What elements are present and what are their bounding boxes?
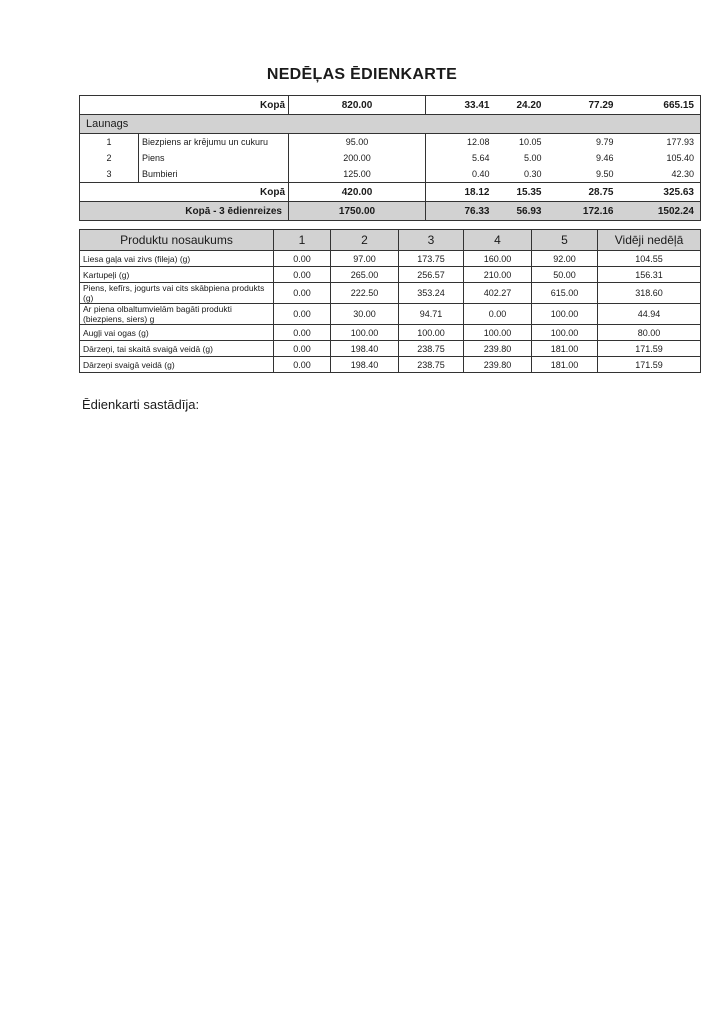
product-day-2: 265.00 <box>331 267 399 283</box>
grand-total-v1: 76.33 <box>426 202 496 221</box>
section-total-v4: 325.63 <box>620 183 701 202</box>
product-day-1: 0.00 <box>274 357 331 373</box>
menu-table <box>79 95 701 221</box>
item-v3: 9.46 <box>595 153 614 163</box>
section-total-row <box>80 183 701 202</box>
section-total-v3: 28.75 <box>548 183 620 202</box>
product-day-2: 222.50 <box>331 283 399 304</box>
item-v3: 9.79 <box>595 137 614 147</box>
section-total-v1: 18.12 <box>426 183 496 202</box>
product-name: Ar piena olbaltumvielām bagāti produkti (biezpiens, siers) g <box>80 304 274 325</box>
item-name: Biezpiens ar krējumu un cukuru <box>139 134 289 151</box>
product-name: Piens, kefīrs, jogurts vai cits skābpiena produkts (g) <box>80 283 274 304</box>
product-average: 156.31 <box>598 267 701 283</box>
product-day-2: 97.00 <box>331 251 399 267</box>
header-product-name: Produktu nosaukums <box>80 230 274 251</box>
product-average: 171.59 <box>598 341 701 357</box>
summary-top-label: Kopā <box>80 96 289 115</box>
product-day-4: 0.00 <box>464 304 532 325</box>
product-name: Kartupeļi (g) <box>80 267 274 283</box>
header-day-5: 5 <box>532 230 598 251</box>
item-v2: 0.30 <box>523 169 542 179</box>
summary-top-v3: 77.29 <box>548 96 620 115</box>
product-average: 104.55 <box>598 251 701 267</box>
signature-label: Ēdienkarti sastādīja: <box>82 397 200 412</box>
product-row <box>80 251 701 267</box>
item-v1: 12.08 <box>426 134 496 151</box>
item-v3: 9.50 <box>595 169 614 179</box>
product-day-1: 0.00 <box>274 325 331 341</box>
product-average: 318.60 <box>598 283 701 304</box>
item-v4: 177.93 <box>620 134 701 151</box>
product-day-4: 402.27 <box>464 283 532 304</box>
section-name: Launags <box>80 115 701 134</box>
product-day-5: 92.00 <box>532 251 598 267</box>
item-row <box>80 134 701 151</box>
product-row <box>80 325 701 341</box>
item-row <box>80 150 701 166</box>
header-day-1: 1 <box>274 230 331 251</box>
item-v4: 42.30 <box>620 166 701 183</box>
header-day-2: 2 <box>331 230 399 251</box>
product-day-2: 100.00 <box>331 325 399 341</box>
product-day-5: 181.00 <box>532 357 598 373</box>
summary-top-v4: 665.15 <box>620 96 701 115</box>
item-no: 3 <box>80 166 139 183</box>
page-title: NEDĒĻAS ĒDIENKARTE <box>266 66 458 83</box>
summary-top-v1: 33.41 <box>426 96 496 115</box>
item-name: Piens <box>139 150 289 166</box>
grand-total-v4: 1502.24 <box>620 202 701 221</box>
grand-total-v2: 56.93 <box>496 202 548 221</box>
product-day-2: 198.40 <box>331 341 399 357</box>
product-name: Augļi vai ogas (g) <box>80 325 274 341</box>
summary-top-amount: 820.00 <box>289 96 426 115</box>
product-day-4: 239.80 <box>464 341 532 357</box>
product-row <box>80 341 701 357</box>
grand-total-row <box>80 202 701 221</box>
item-no: 2 <box>80 150 139 166</box>
products-table <box>79 229 701 373</box>
item-qty: 200.00 <box>289 150 426 166</box>
product-row <box>80 283 701 304</box>
item-v2: 5.00 <box>523 153 542 163</box>
header-weekly-average: Vidēji nedēļā <box>598 230 701 251</box>
item-qty: 125.00 <box>289 166 426 183</box>
product-day-5: 181.00 <box>532 341 598 357</box>
product-day-3: 100.00 <box>399 325 464 341</box>
product-day-3: 173.75 <box>399 251 464 267</box>
product-name: Dārzeņi svaigā veidā (g) <box>80 357 274 373</box>
grand-total-v3: 172.16 <box>548 202 620 221</box>
product-day-5: 615.00 <box>532 283 598 304</box>
product-row <box>80 357 701 373</box>
product-day-1: 0.00 <box>274 341 331 357</box>
product-day-3: 238.75 <box>399 357 464 373</box>
product-day-3: 94.71 <box>399 304 464 325</box>
item-row <box>80 166 701 183</box>
item-qty: 95.00 <box>289 134 426 151</box>
product-average: 44.94 <box>598 304 701 325</box>
product-row <box>80 304 701 325</box>
product-day-2: 30.00 <box>331 304 399 325</box>
grand-total-amount: 1750.00 <box>289 202 426 221</box>
product-day-1: 0.00 <box>274 283 331 304</box>
product-day-5: 100.00 <box>532 304 598 325</box>
product-day-3: 256.57 <box>399 267 464 283</box>
product-name: Liesa gaļa vai zivs (fileja) (g) <box>80 251 274 267</box>
product-day-5: 100.00 <box>532 325 598 341</box>
product-day-1: 0.00 <box>274 251 331 267</box>
product-day-3: 353.24 <box>399 283 464 304</box>
product-day-2: 198.40 <box>331 357 399 373</box>
item-name: Bumbieri <box>139 166 289 183</box>
product-day-4: 100.00 <box>464 325 532 341</box>
product-day-1: 0.00 <box>274 304 331 325</box>
grand-total-label: Kopā - 3 ēdienreizes <box>80 202 289 221</box>
summary-top-v2: 24.20 <box>496 96 548 115</box>
product-day-4: 239.80 <box>464 357 532 373</box>
header-day-3: 3 <box>399 230 464 251</box>
section-header-row <box>80 115 701 134</box>
products-header-row <box>80 230 701 251</box>
product-name: Dārzeņi, tai skaitā svaigā veidā (g) <box>80 341 274 357</box>
item-v1: 0.40 <box>426 166 496 183</box>
product-day-3: 238.75 <box>399 341 464 357</box>
product-row <box>80 267 701 283</box>
product-day-1: 0.00 <box>274 267 331 283</box>
product-day-4: 210.00 <box>464 267 532 283</box>
product-day-4: 160.00 <box>464 251 532 267</box>
product-average: 171.59 <box>598 357 701 373</box>
product-day-5: 50.00 <box>532 267 598 283</box>
summary-top-row <box>80 96 701 115</box>
section-total-v2: 15.35 <box>496 183 548 202</box>
product-average: 80.00 <box>598 325 701 341</box>
item-v4: 105.40 <box>620 150 701 166</box>
item-v1: 5.64 <box>426 150 496 166</box>
section-total-label: Kopā <box>80 183 289 202</box>
header-day-4: 4 <box>464 230 532 251</box>
item-no: 1 <box>80 134 139 151</box>
item-v2: 10.05 <box>518 137 542 147</box>
section-total-amount: 420.00 <box>289 183 426 202</box>
